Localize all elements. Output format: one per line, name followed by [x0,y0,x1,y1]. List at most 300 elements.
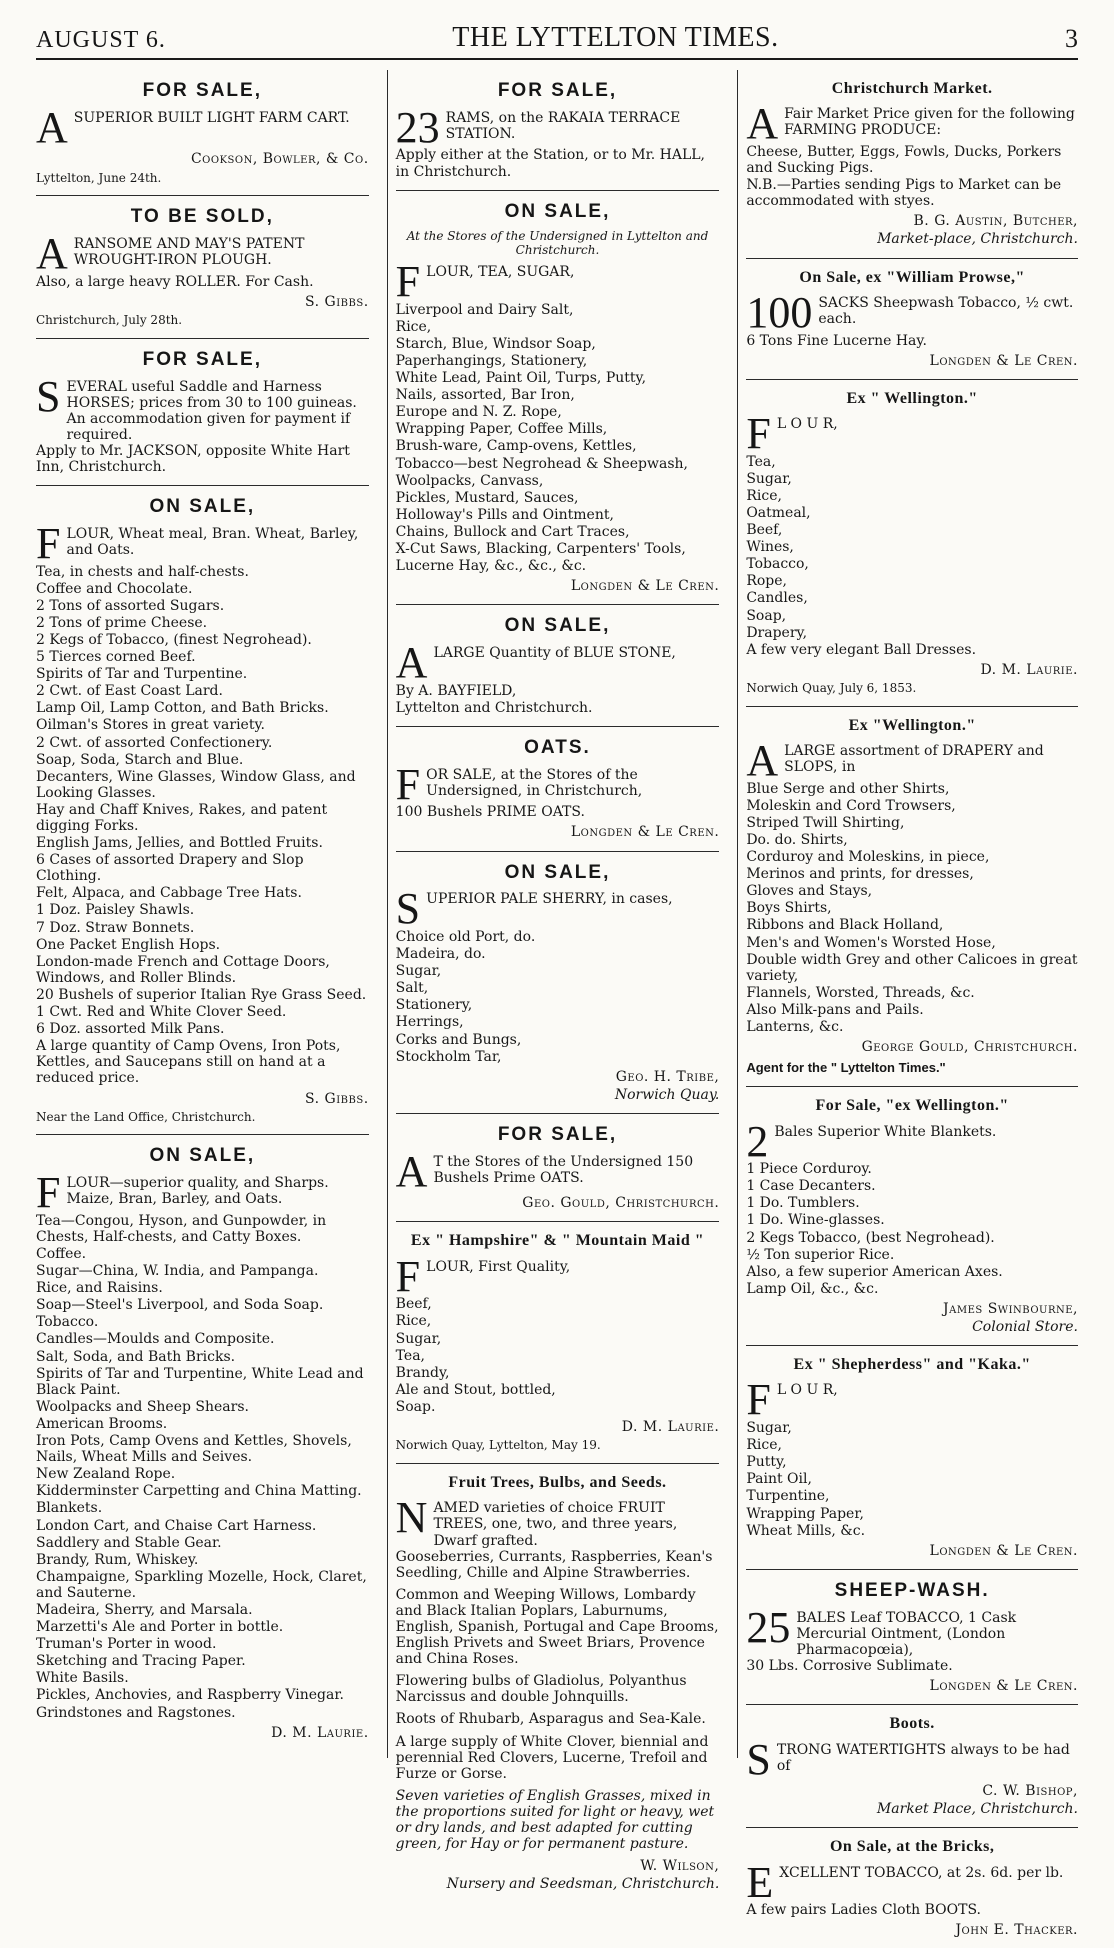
list-item: Beef, [746,522,783,539]
list-item: Choice old Port, do. [395,928,536,945]
newspaper-title: THE LYTTELTON TIMES. [452,22,779,53]
advertisement [396,852,720,1114]
list-item: Tea, [395,1347,425,1364]
masthead [36,24,1078,60]
ad-heading: FOR SALE, [142,348,262,370]
list-item: Liverpool and Dairy Salt, [395,301,574,318]
ad-signature: James Swinbourne, [943,1300,1078,1317]
list-item: Brandy, [395,1364,450,1381]
advertisement [746,1828,1078,1948]
advertisement [396,605,720,727]
ad-lead [395,102,720,152]
ad-lead [395,638,720,688]
list-item: 1 Piece Corduroy. [746,1161,872,1178]
list-item: Corks and Bungs, [395,1031,522,1048]
ad-heading: Ex " Wellington." [846,389,978,407]
ad-signature: B. G. Austin, Butcher, [913,213,1078,230]
list-item: Lamp Oil, &c., &c. [746,1280,879,1297]
advertisement [396,1464,720,1902]
advertisement [396,1114,720,1223]
ad-date-place: Lyttelton, June 24th. [36,170,162,185]
list-item: Rice, and Raisins. [36,1280,163,1297]
list-item: ½ Ton superior Rice. [746,1246,895,1263]
list-item: Europe and N. Z. Rope, [395,404,562,421]
ad-date-place: Norwich Quay, Lyttelton, May 19. [395,1438,601,1453]
list-item: Moleskin and Cord Trowsers, [746,797,956,814]
list-item: Ribbons and Black Holland, [746,917,944,934]
list-item: Salt, Soda, and Bath Bricks. [36,1348,236,1365]
drop-cap: A [746,99,779,149]
ad-body [36,371,369,476]
ad-signature: C. W. Bishop, [982,1783,1078,1800]
ad-lead-text: UPERIOR PALE SHERRY, in cases, [426,891,673,908]
drop-cap: A [746,736,779,786]
ad-agent-note: Agent for the " Lyttelton Times." [746,1060,946,1076]
ad-lead [395,1251,720,1301]
ad-date-place: Norwich Quay, July 6, 1853. [746,680,917,695]
advertisement [36,339,369,486]
ad-columns [36,70,1078,1939]
ad-lead-text: LOUR, First Quality, [426,1258,571,1275]
list-item: Lanterns, &c. [746,1019,844,1036]
ad-body [746,1857,1078,1939]
list-item: New Zealand Rope. [36,1466,176,1483]
ad-lead-text: BALES Leaf TOBACCO, 1 Cask Mercurial Ointment, (London Pharmacopœia), [796,1609,1017,1658]
ad-body [395,1146,720,1212]
ad-lead [36,371,369,443]
ad-signature-line: Market Place, Christchurch. [876,1801,1078,1818]
ad-lead-text: XCELLENT TOBACCO, at 2s. 6d. per lb. [779,1864,1064,1881]
ad-lead [746,99,1078,149]
list-item: Paint Oil, [746,1471,812,1488]
drop-cap: 2 [746,1116,769,1166]
advertisement [396,70,720,191]
list-item: Hay and Chaff Knives, Rakes, and patent digging Forks. [36,801,328,834]
ad-lead-text: T the Stores of the Undersigned 150 Bushels Prime OATS. [433,1153,694,1186]
list-item: Iron Pots, Camp Ovens and Kettles, Shovels, Nails, Wheat Mills and Seives. [36,1433,352,1466]
column-1 [36,70,377,1758]
list-item: Tobacco, [746,556,809,573]
list-item: Oilman's Stores in great variety. [36,717,265,734]
ad-body [746,409,1078,696]
ad-lead-text: Fair Market Price given for the following FARMING PRODUCE: [784,106,1075,139]
list-item: Spirits of Tar and Turpentine. [36,666,248,683]
ad-heading: Ex " Hampshire" & " Mountain Maid " [410,1232,705,1250]
list-item: Herrings, [395,1014,464,1031]
drop-cap: A [36,102,68,152]
list-item: Sketching and Tracing Paper. [36,1653,246,1670]
list-item: Saddlery and Stable Gear. [36,1534,222,1551]
advertisement [746,707,1078,1087]
ad-lead [746,1857,1078,1907]
ad-line: Lyttelton and Christchurch. [395,699,593,716]
drop-cap: A [36,229,68,279]
list-item: Turpentine, [746,1488,830,1505]
list-item: Decanters, Wine Glasses, Window Glass, and Looking Glasses. [36,768,356,801]
ad-lead-text: SACKS Sheepwash Tobacco, ½ cwt. each. [818,294,1074,328]
advertisement [746,259,1078,380]
ad-lead-text: L O U R, [776,416,838,433]
list-item: X-Cut Saws, Blacking, Carpenters' Tools, [395,540,686,557]
list-item: Do. do. Shirts, [746,831,848,848]
ad-body [395,759,720,841]
ad-heading: ON SALE, [504,615,611,637]
ad-heading: Ex " Shepherdess" and "Kaka." [793,1356,1031,1374]
ad-line: N.B.—Parties sending Pigs to Market can be accommodated with styes. [746,177,1062,210]
ad-paragraph: Seven varieties of English Grasses, mixed in the proportions suited for light or heavy, wet or dry lands, and best adapted for cutting green, for Hay or for permanent pasture. [395,1787,715,1853]
ad-line: Cheese, Butter, Eggs, Fowls, Ducks, Porkers and Sucking Pigs. [746,143,1062,177]
ad-lead-text: L O U R, [776,1382,838,1399]
list-item: Beef, [395,1296,432,1313]
list-item: Sugar, [395,1330,442,1347]
ad-heading: Ex "Wellington." [848,716,976,734]
ad-heading: FOR SALE, [142,80,262,101]
list-item: Truman's Porter in wood. [36,1636,217,1653]
list-item: Merinos and prints, for dresses, [746,866,974,883]
column-3 [737,70,1078,1939]
ad-signature-line: Colonial Store. [972,1318,1078,1335]
ad-heading: On Sale, at the Bricks, [829,1838,995,1856]
list-item: White Basils. [36,1670,129,1687]
ad-heading: ON SALE, [149,496,256,518]
ad-body [746,1116,1078,1336]
list-item: Also Milk-pans and Pails. [746,1001,924,1018]
list-item: A large quantity of Camp Ovens, Iron Pots, Kettles, and Saucepans still on hand at a reduced price. [36,1038,341,1087]
ad-lead-text: AMED varieties of choice FRUIT TREES, one, two, and three years, Dwarf grafted. [433,1500,678,1549]
ad-signature: Longden & Le Cren. [929,1678,1078,1695]
list-item: Stationery, [395,997,473,1014]
advertisement [746,380,1078,707]
ad-lead [746,1116,1078,1166]
ad-signature: W. Wilson, [640,1858,720,1875]
ad-signature: Longden & Le Cren. [929,1542,1078,1559]
advertisement [746,1570,1078,1705]
list-item: Putty, [746,1454,787,1471]
list-item: 1 Case Decanters. [746,1178,876,1195]
column-2 [387,70,728,1893]
ad-line: 6 Tons Fine Lucerne Hay. [746,332,927,349]
list-item: Soap—Steel's Liverpool, and Soda Soap. [36,1297,324,1314]
list-item: Ale and Stout, bottled, [395,1381,556,1398]
list-item: Paperhangings, Stationery, [395,352,588,369]
ad-lead-text: RAMS, on the RAKAIA TERRACE STATION. [445,109,681,142]
list-item: Felt, Alpaca, and Cabbage Tree Hats. [36,885,302,902]
list-item: Candles, [746,590,808,607]
list-item: Woolpacks and Sheep Shears. [36,1398,249,1415]
list-item: Rope, [746,573,787,590]
list-item: A few very elegant Ball Dresses. [746,641,977,658]
ad-body [746,1602,1078,1695]
list-item: Marzetti's Ale and Porter in bottle. [36,1619,284,1636]
list-item: 7 Doz. Straw Bonnets. [36,919,195,936]
advertisement [746,70,1078,259]
ad-lead-text: LOUR—superior quality, and Sharps. Maize, Bran, Barley, and Oats. [66,1175,329,1208]
list-item: London-made French and Cottage Doors, Windows, and Roller Blinds. [36,953,330,986]
ad-line: Apply to Mr. JACKSON, opposite White Hart Inn, Christchurch. [36,442,350,476]
list-item: Double width Grey and other Calicoes in great variety, [746,951,1078,984]
list-item: Wheat Mills, &c. [746,1522,866,1539]
ad-body [36,102,369,185]
ad-heading: Fruit Trees, Bulbs, and Seeds. [448,1473,667,1491]
list-item: 2 Tons of prime Cheese. [36,614,208,631]
list-item: Lamp Oil, Lamp Cotton, and Bath Bricks. [36,700,329,717]
ad-lead-text: SUPERIOR BUILT LIGHT FARM CART. [73,109,350,126]
advertisement [746,1087,1078,1346]
list-item: Sugar, [746,470,792,487]
list-item: 1 Doz. Paisley Shawls. [36,902,195,919]
list-item: Tea, in chests and half-chests. [36,563,249,580]
ad-lead [36,102,369,152]
list-item: Tea—Congou, Hyson, and Gunpowder, in Chests, Half-chests, and Catty Boxes. [36,1212,327,1245]
list-item: Brush-ware, Camp-ovens, Kettles, [395,438,637,455]
advertisement [36,1135,369,1750]
ad-paragraph: Roots of Rhubarb, Asparagus and Sea-Kale. [395,1711,706,1728]
list-item: 2 Tons of assorted Sugars. [36,597,225,614]
drop-cap: A [395,1146,428,1196]
ad-paragraph: Flowering bulbs of Gladiolus, Polyanthus Narcissus and double Johnquills. [395,1673,687,1706]
drop-cap: F [36,1168,61,1218]
drop-cap: S [36,371,61,421]
list-item: 2 Kegs of Tobacco, (finest Negrohead). [36,631,312,648]
ad-signature: S. Gibbs. [305,1090,369,1107]
list-item: Lucerne Hay, &c., &c., &c. [395,558,587,575]
list-item: Chains, Bullock and Cart Traces, [395,523,630,540]
ad-heading: On Sale, ex "William Prowse," [799,268,1025,286]
ad-heading: For Sale, "ex Wellington." [815,1097,1009,1115]
list-item: Kidderminster Carpetting and China Matting. [36,1483,362,1500]
ad-body [746,1375,1078,1559]
ad-signature: Cookson, Bowler, & Co. [190,151,369,168]
ad-heading: Christchurch Market. [831,80,993,97]
ad-signature: S. Gibbs. [305,293,369,310]
list-item: 1 Do. Wine-glasses. [746,1212,885,1229]
ad-signature: Longden & Le Cren. [570,578,720,595]
list-item: Flannels, Worsted, Threads, &c. [746,984,975,1001]
list-item: Coffee. [36,1246,87,1263]
ad-heading: TO BE SOLD, [130,206,274,228]
ad-body [746,736,1078,1076]
page-number: 3 [1064,24,1078,53]
ad-body [395,102,720,180]
ad-body [395,257,720,595]
ad-line: Apply either at the Station, or to Mr. HALL, in Christchurch. [395,147,706,180]
drop-cap: 25 [746,1602,791,1652]
list-item: 1 Do. Tumblers. [746,1195,860,1212]
ad-heading: FOR SALE, [497,80,618,101]
ad-lead [746,409,1078,459]
list-item: Striped Twill Shirting, [746,814,905,831]
drop-cap: F [395,1251,421,1301]
list-item: 20 Bushels of superior Italian Rye Grass Seed. [36,986,367,1003]
ad-lead [746,736,1078,786]
ad-lead [746,1602,1078,1658]
drop-cap: N [395,1493,428,1543]
advertisement [746,1705,1078,1828]
ad-body [36,519,369,1124]
drop-cap: F [395,759,421,809]
list-item: 2 Cwt. of East Coast Lard. [36,683,223,700]
list-item: Sugar, [395,963,442,980]
ad-heading: FOR SALE, [497,1123,618,1145]
list-item: Tobacco—best Negrohead & Sheepwash, [395,455,688,472]
ad-paragraph: A large supply of White Clover, biennial and perennial Red Clovers, Lucerne, Trefoil and Furze or Gorse. [395,1733,709,1782]
ad-body [746,1734,1078,1818]
list-item: Candles—Moulds and Composite. [36,1331,275,1348]
ad-date-place: Near the Land Office, Christchurch. [36,1109,256,1124]
list-item: Blue Serge and other Shirts, [746,780,950,797]
list-item: Woolpacks, Canvass, [395,472,544,489]
list-item: Madeira, Sherry, and Marsala. [36,1601,253,1618]
ad-lead-text: OR SALE, at the Stores of the Undersigned, in Christchurch, [426,766,643,799]
ad-signature-line: Norwich Quay. [614,1086,720,1103]
ad-lead [746,1375,1078,1425]
ad-line: By A. BAYFIELD, [395,682,517,699]
list-item: 6 Cases of assorted Drapery and Slop Clothing. [36,852,304,885]
drop-cap: 100 [746,287,813,337]
drop-cap: E [746,1857,774,1907]
list-item: Sugar, [746,1420,792,1437]
ad-lead-text: EVERAL useful Saddle and Harness HORSES; prices from 30 to 100 guineas. An accommodation given for payment if required. [66,378,357,443]
list-item: Rice, [395,1313,432,1330]
list-item: White Lead, Paint Oil, Turps, Putty, [395,370,647,387]
list-item: Gloves and Stays, [746,883,873,900]
list-item: Nails, assorted, Bar Iron, [395,387,575,404]
ad-heading: ON SALE, [504,861,611,883]
list-item: Champaigne, Sparkling Mozelle, Hock, Claret, and Sauterne. [36,1568,367,1601]
list-item: Coffee and Chocolate. [36,580,193,597]
ad-lead-text: TRONG WATERTIGHTS always to be had of [776,1741,1070,1774]
list-item: Wrapping Paper, [746,1505,864,1522]
advertisement [396,727,720,852]
list-item: Soap, [746,607,787,624]
ad-lead-text: LARGE assortment of DRAPERY and SLOPS, in [784,743,1044,776]
ad-lead [746,287,1078,337]
ad-lead [395,884,720,934]
list-item: Stockholm Tar, [395,1048,502,1065]
list-item: Tea, [746,453,776,470]
ad-body [746,287,1078,369]
drop-cap: F [746,1375,771,1425]
ad-lead [746,1734,1078,1784]
drop-cap: F [36,519,61,568]
list-item: Corduroy and Moleskins, in piece, [746,849,990,866]
list-item: English Jams, Jellies, and Bottled Fruits. [36,835,323,852]
ad-lead [36,519,369,568]
ad-heading: SHEEP-WASH. [834,1579,990,1601]
ad-signature: D. M. Laurie. [621,1419,720,1436]
ad-lead [36,229,369,279]
advertisement [36,196,369,338]
list-item: American Brooms. [36,1415,168,1432]
list-item: Salt, [395,980,429,997]
ad-line: Also, a large heavy ROLLER. For Cash. [36,273,314,290]
list-item: 2 Kegs Tobacco, (best Negrohead). [746,1229,995,1246]
list-item: Pickles, Mustard, Sauces, [395,489,579,506]
list-item: Grindstones and Ragstones. [36,1704,236,1721]
ad-lead-text: LARGE Quantity of BLUE STONE, [433,645,676,662]
ad-lead-text: LOUR, TEA, SUGAR, [426,264,575,281]
ad-line: A few pairs Ladies Cloth BOOTS. [746,1902,981,1919]
list-item: Oatmeal, [746,504,811,521]
ad-lead-text: Bales Superior White Blankets. [774,1123,997,1140]
ad-lead [36,1168,369,1218]
list-item: Drapery, [746,624,808,641]
drop-cap: S [395,884,421,934]
ad-heading: Boots. [889,1715,935,1733]
ad-heading: OATS. [524,736,591,758]
advertisement [396,1222,720,1464]
ad-signature: John E. Thacker. [955,1922,1078,1939]
list-item: Rice, [395,318,432,335]
list-item: Men's and Women's Worsted Hose, [746,934,996,951]
ad-signature: Longden & Le Cren. [929,352,1078,369]
issue-date: AUGUST 6. [36,27,166,53]
list-item: Sugar—China, W. India, and Pampanga. [36,1263,319,1280]
ad-heading: ON SALE, [504,200,611,222]
ad-body [395,638,720,716]
list-item: Rice, [746,1437,782,1454]
ad-line: 100 Bushels PRIME OATS. [395,804,585,821]
list-item: Rice, [746,487,782,504]
ad-body [395,1493,720,1893]
ad-signature-line: Nursery and Seedsman, Christchurch. [446,1876,720,1893]
ad-lead [395,257,720,307]
ad-signature: D. M. Laurie. [980,661,1078,678]
list-item: Blankets. [36,1500,103,1517]
ad-signature: Geo. H. Tribe, [615,1068,720,1085]
drop-cap: 23 [395,102,440,152]
list-item: 5 Tierces corned Beef. [36,649,196,666]
list-item: Boys Shirts, [746,900,832,917]
ad-paragraph: Common and Weeping Willows, Lombardy and Black Italian Poplars, Laburnums, English, Spanish, Portugal and Cape Brooms, English Privets and Sweet Briars, Provence and China Roses. [395,1586,719,1668]
ad-body [395,1251,720,1453]
ad-subheading: At the Stores of the Undersigned in Lyttelton and Christchurch. [406,229,709,258]
list-item: Starch, Blue, Windsor Soap, [395,335,596,352]
ad-body [36,229,369,328]
advertisement [36,70,369,196]
ad-signature: D. M. Laurie. [271,1724,369,1741]
list-item: Holloway's Pills and Ointment, [395,506,614,523]
ad-signature: George Gould, Christchurch. [861,1039,1078,1056]
list-item: Soap, Soda, Starch and Blue. [36,751,244,768]
list-item: Wines, [746,539,794,556]
list-item: Pickles, Anchovies, and Raspberry Vinegar. [36,1687,344,1704]
ad-heading: ON SALE, [149,1145,256,1167]
advertisement [746,1346,1078,1570]
advertisement [36,486,369,1135]
ad-signature: Longden & Le Cren. [570,824,720,841]
ad-paragraph: Gooseberries, Currants, Raspberries, Kean's Seedling, Chille and Alpine Strawberries. [395,1548,713,1581]
ad-signature-line: Market-place, Christchurch. [877,231,1078,248]
ad-body [746,99,1078,248]
ad-body [395,884,720,1103]
ad-lead-text: RANSOME AND MAY'S PATENT WROUGHT-IRON PLOUGH. [73,236,305,269]
list-item: Also, a few superior American Axes. [746,1263,1003,1280]
ad-line: 30 Lbs. Corrosive Sublimate. [746,1657,953,1674]
list-item: 2 Cwt. of assorted Confectionery. [36,734,273,751]
list-item: Tobacco. [36,1314,99,1331]
list-item: Wrapping Paper, Coffee Mills, [395,421,608,438]
list-item: Soap. [395,1398,436,1415]
ad-lead [395,1146,720,1196]
drop-cap: A [395,638,428,688]
list-item: London Cart, and Chaise Cart Harness. [36,1517,317,1534]
ad-lead [395,1493,720,1549]
list-item: Brandy, Rum, Whiskey. [36,1551,199,1568]
drop-cap: F [746,409,771,459]
list-item: One Packet English Hops. [36,936,221,953]
ad-date-place: Christchurch, July 28th. [36,312,183,327]
